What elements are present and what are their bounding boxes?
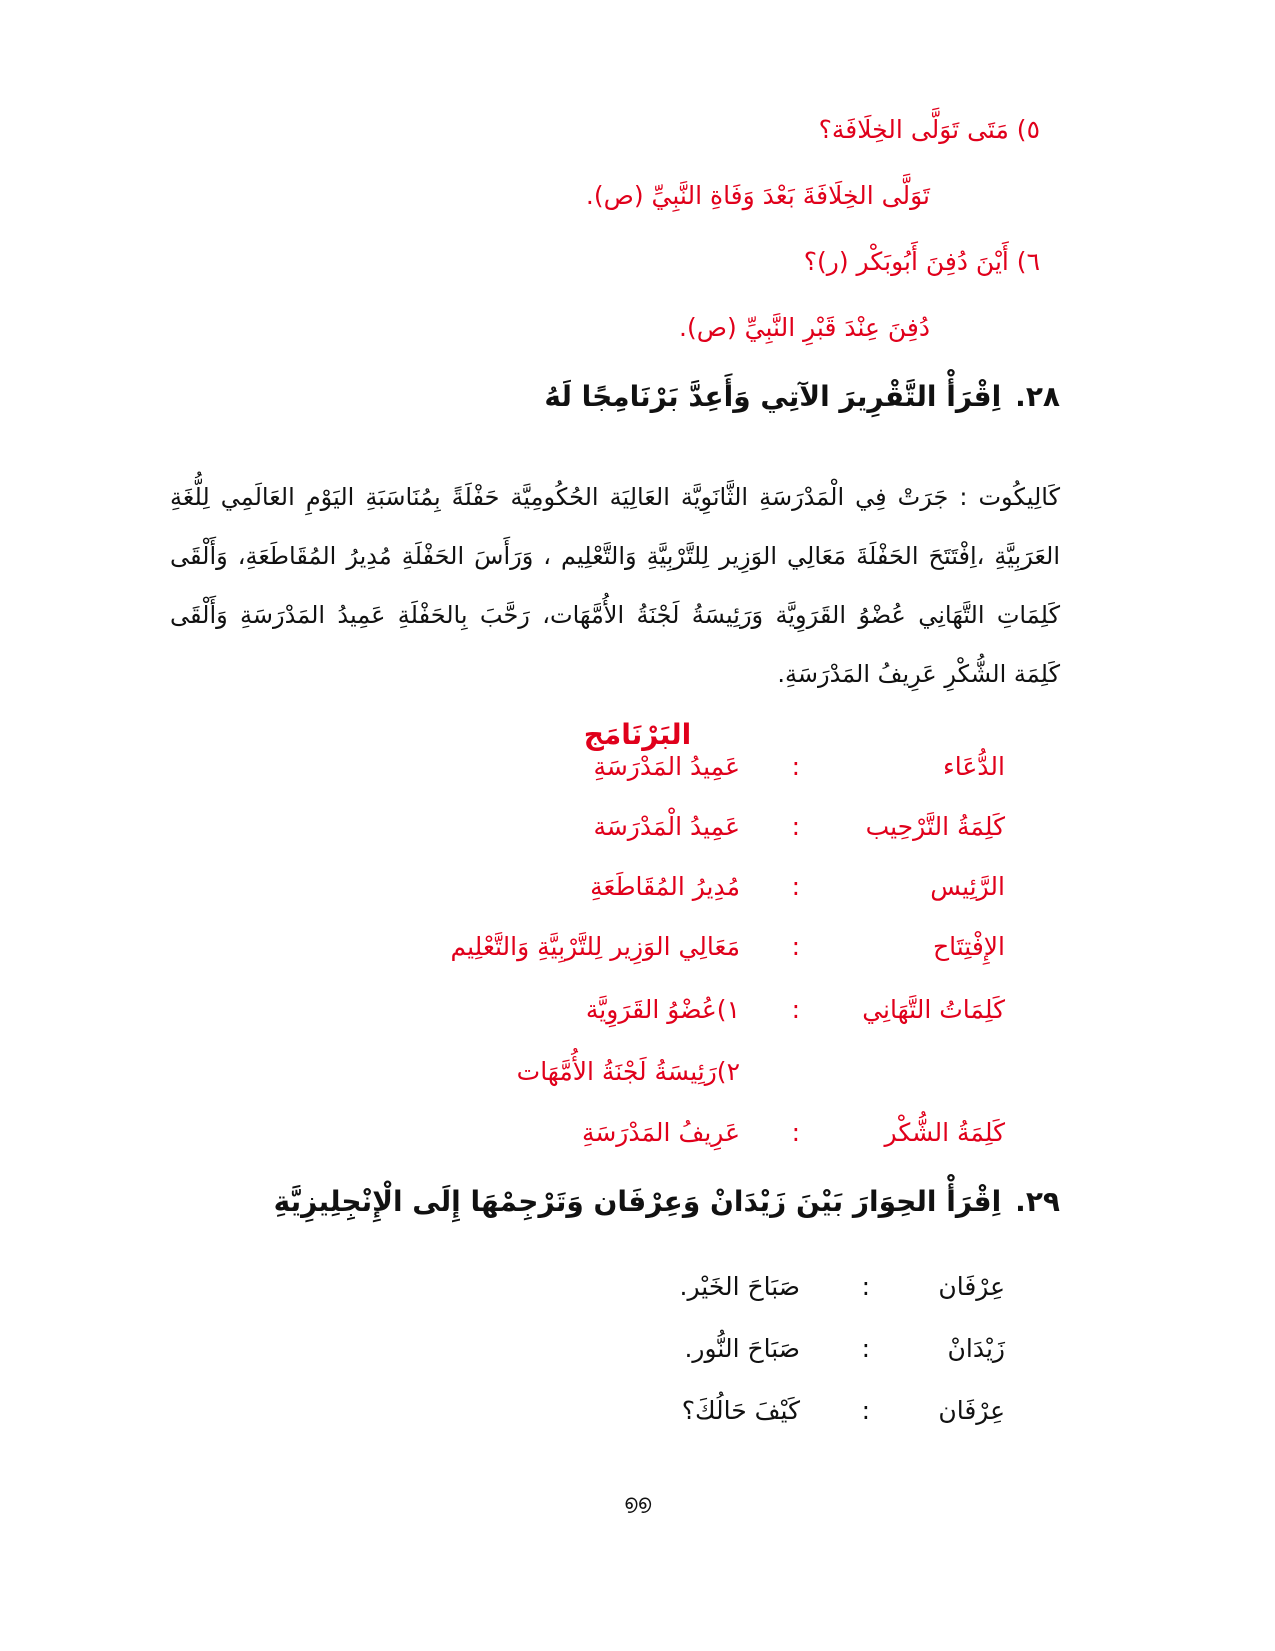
program-label: الرَّئِيس	[930, 872, 1005, 901]
program-separator: :	[791, 872, 800, 901]
report-paragraph: كَالِيكُوت : جَرَتْ فِي الْمَدْرَسَةِ الثَّانَوِيَّة العَالِيَة الحُكُومِيَّة حَفْلَةً بِمُنَاسَبَةِ اليَوْمِ العَالَمِي لِلُّغَةِ العَرَبِيَّةِ ،اِفْتَتَحَ الحَفْلَةَ مَعَالِي الوَزِير لِلتَّرْبِيَّةِ وَالتَّعْلِيم ، وَرَأَسَ الحَفْلَةِ مُدِيرُ المُقَاطَعَةِ، وَأَلْقَى كَلِمَاتِ التَّهَانِي عُضْوُ القَرَوِيَّة وَرَئِيسَةُ لَجْنَةُ الأُمَّهَات، رَحَّبَ بِالحَفْلَةِ عَمِيدُ المَدْرَسَةِ وَأَلْقَى كَلِمَة الشُّكْرِ عَرِيفُ المَدْرَسَةِ.	[170, 483, 1060, 688]
program-row	[285, 932, 1005, 972]
section-29-heading	[274, 1185, 1060, 1218]
dialogue-line: صَبَاحَ الخَيْر.	[679, 1272, 800, 1301]
dialogue-separator: :	[861, 1272, 870, 1301]
program-value: ١)عُضْوُ القَرَوِيَّة	[585, 995, 740, 1024]
program-row	[285, 752, 1005, 792]
answer-6: دُفِنَ عِنْدَ قَبْرِ النَّبِيِّ (ص).	[679, 313, 930, 342]
program-title: البَرْنَامَج	[583, 718, 692, 751]
program-value: عَمِيدُ الْمَدْرَسَة	[593, 812, 740, 841]
program-separator: :	[791, 932, 800, 961]
program-separator: :	[791, 1118, 800, 1147]
question-6: ٦) أَيْنَ دُفِنَ أَبُوبَكْر (ر)؟	[803, 247, 1040, 276]
program-separator: :	[791, 812, 800, 841]
program-separator: :	[791, 752, 800, 781]
program-row	[285, 1057, 1005, 1097]
section-29-title: اِقْرَأْ الحِوَارَ بَيْنَ زَيْدَانْ وَعِرْفَان وَتَرْجِمْهَا إِلَى الْإِنْجِلِيزِيَّةِ	[273, 1185, 1002, 1218]
program-value: عَرِيفُ المَدْرَسَةِ	[581, 1118, 740, 1147]
program-row	[285, 995, 1005, 1035]
dialogue-row	[305, 1272, 1005, 1312]
section-28-heading	[544, 380, 1060, 413]
question-5: ٥) مَتَى تَوَلَّى الخِلَافَة؟	[818, 115, 1040, 144]
program-label: كَلِمَةُ التَّرْحِيب	[865, 812, 1005, 841]
program-value: عَمِيدُ المَدْرَسَةِ	[593, 752, 740, 781]
program-label: كَلِمَةُ الشُّكْر	[884, 1118, 1005, 1147]
section-28-number: ٢٨.	[1015, 380, 1060, 413]
dialogue-separator: :	[861, 1396, 870, 1425]
program-row	[285, 1118, 1005, 1158]
dialogue-line: كَيْفَ حَالُكَ؟	[681, 1396, 800, 1425]
dialogue-row	[305, 1334, 1005, 1374]
dialogue-line: صَبَاحَ النُّور.	[684, 1334, 800, 1363]
program-label: كَلِمَاتُ التَّهَانِي	[862, 995, 1005, 1024]
program-value: ٢)رَئِيسَةُ لَجْنَةُ الأُمَّهَات	[516, 1057, 740, 1086]
program-value: مُدِيرُ المُقَاطَعَةِ	[590, 872, 740, 901]
dialogue-row	[305, 1396, 1005, 1436]
section-29-number: ٢٩.	[1015, 1185, 1060, 1218]
answer-5: تَوَلَّى الخِلَافَةَ بَعْدَ وَفَاةِ النَّبِيِّ (ص).	[585, 181, 930, 210]
dialogue-separator: :	[861, 1334, 870, 1363]
page-number: ൭൭	[623, 1490, 652, 1514]
section-28-title: اِقْرَأْ التَّقْرِيرَ الآتِي وَأَعِدَّ بَرْنَامِجًا لَهُ	[544, 380, 1002, 413]
program-separator: :	[791, 995, 800, 1024]
program-label: الدُّعَاء	[943, 752, 1005, 781]
dialogue-speaker: عِرْفَان	[938, 1396, 1005, 1425]
program-row	[285, 872, 1005, 912]
program-label: الإِفْتِتَاح	[933, 932, 1005, 961]
dialogue-speaker: عِرْفَان	[938, 1272, 1005, 1301]
program-value: مَعَالِي الوَزِير لِلتَّرْبِيَّةِ وَالتَّعْلِيم	[450, 932, 740, 961]
dialogue-speaker: زَيْدَانْ	[947, 1334, 1005, 1363]
program-row	[285, 812, 1005, 852]
